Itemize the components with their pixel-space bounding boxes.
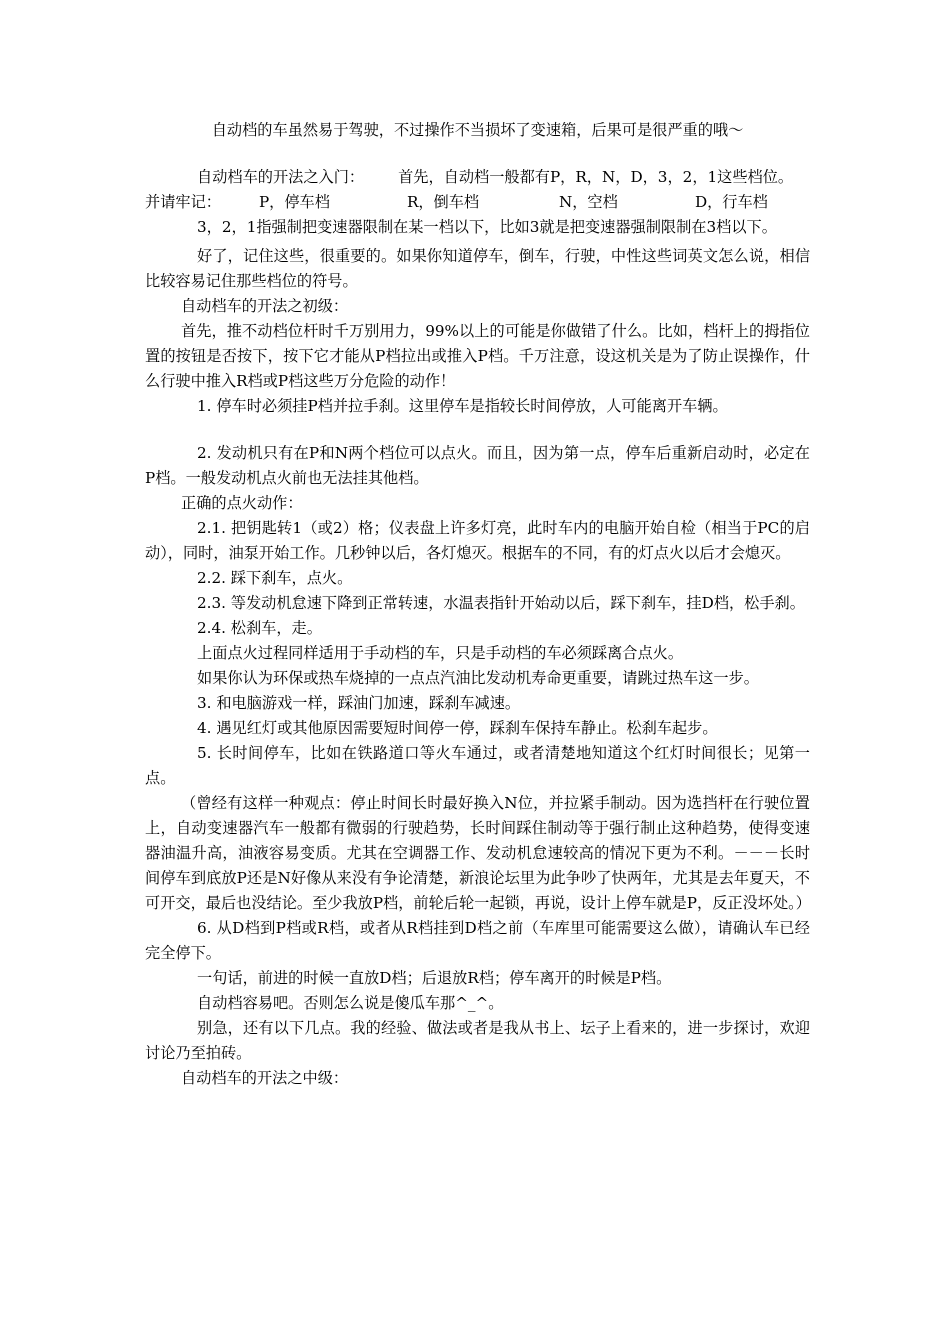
remember-label: 并请牢记： bbox=[145, 193, 221, 211]
gear-p: P，停车档 bbox=[258, 193, 330, 211]
list-item-2-2: 2.2. 踩下刹车，点火。 bbox=[197, 569, 353, 587]
spacer bbox=[145, 419, 810, 441]
intro-heading: 自动档车的开法之入门： bbox=[197, 168, 365, 186]
gear-d: D，行车档 bbox=[694, 193, 768, 211]
paragraph-manual: 上面点火过程同样适用于手动档的车，只是手动档的车必须踩离合点火。 bbox=[197, 644, 683, 662]
list-item-3: 3. 和电脑游戏一样，踩油门加速，踩刹车减速。 bbox=[197, 694, 521, 712]
intro-text: 首先，自动档一般都有P，R，N，D，3，2，1这些档位。 bbox=[398, 168, 794, 186]
list-item-2-3: 2.3. 等发动机怠速下降到正常转速，水温表指针开始动以后，踩下刹车，挂D档，松手刹。 bbox=[197, 594, 805, 612]
gear-r: R，倒车档 bbox=[406, 193, 480, 211]
intro-paragraph bbox=[145, 165, 810, 190]
intermediate-heading: 自动档车的开法之中级： bbox=[181, 1069, 349, 1087]
paragraph-warmup: 如果你认为环保或热车烧掉的一点点汽油比发动机寿命更重要，请跳过热车这一步。 bbox=[197, 669, 759, 687]
beginner-heading: 自动档车的开法之初级： bbox=[181, 297, 349, 315]
list-item-2: 2. 发动机只有在P和N两个档位可以点火。而且，因为第一点，停车后重新启动时，必定在P档。一般发动机点火前也无法挂其他档。 bbox=[145, 444, 810, 487]
paragraph-more: 别急，还有以下几点。我的经验、做法或者是我从书上、坛子上看来的，进一步探讨，欢迎讨论乃至拍砖。 bbox=[145, 1019, 810, 1062]
list-item-4: 4. 遇见红灯或其他原因需要短时间停一停，踩刹车保持车静止。松刹车起步。 bbox=[197, 719, 718, 737]
list-item-6: 6. 从D档到P档或R档，或者从R档挂到D档之前（车库里可能需要这么做），请确认车已经完全停下。 bbox=[145, 919, 810, 962]
paragraph-note: （曾经有这样一种观点：停止时间长时最好换入N位，并拉紧手制动。因为选挡杆在行驶位置上，自动变速器汽车一般都有微弱的行驶趋势，长时间踩住制动等于强行制止这种趋势，使得变速器油温升高，油液容易变质。尤其在空调器工作、发动机怠速较高的情况下更为不利。－－－长时间停车到底放P还是N好像从来没有争论清楚，新浪论坛里为此争吵了快两年，尤其是去年夏天，不可开交，最后也没结论。至少我放P档，前轮后轮一起锁，再说，设计上停车就是P，反正没坏处。） bbox=[145, 794, 811, 912]
document-title: 自动档的车虽然易于驾驶，不过操作不当损坏了变速箱，后果可是很严重的哦～ bbox=[211, 121, 744, 139]
ignition-heading: 正确的点火动作： bbox=[181, 494, 303, 512]
gear-list bbox=[145, 190, 810, 215]
document-body bbox=[145, 118, 810, 1091]
paragraph-easy: 自动档容易吧。否则怎么说是傻瓜车那^_^。 bbox=[197, 994, 504, 1012]
paragraph-321: 3，2，1指强制把变速器限制在某一档以下，比如3就是把变速器强制限制在3档以下。 bbox=[197, 218, 777, 236]
list-item-2-1: 2.1. 把钥匙转1（或2）格；仪表盘上许多灯亮，此时车内的电脑开始自检（相当于PC的启动），同时，油泵开始工作。几秒钟以后，各灯熄灭。根据车的不同，有的灯点火以后才会熄灭。 bbox=[145, 519, 810, 562]
paragraph-first: 首先，推不动档位杆时千万别用力，99%以上的可能是你做错了什么。比如，档杆上的拇指位置的按钮是否按下，按下它才能从P档拉出或推入P档。千万注意，设这机关是为了防止误操作，什么行驶中推入R档或P档这些万分危险的动作！ bbox=[145, 322, 810, 390]
paragraph-summary: 一句话，前进的时候一直放D档；后退放R档；停车离开的时候是P档。 bbox=[197, 969, 672, 987]
paragraph-remember: 好了，记住这些，很重要的。如果你知道停车，倒车，行驶，中性这些词英文怎么说，相信比较容易记住那些档位的符号。 bbox=[145, 247, 810, 290]
gear-n: N，空档 bbox=[558, 193, 618, 211]
list-item-2-4: 2.4. 松刹车，走。 bbox=[197, 619, 322, 637]
list-item-5: 5. 长时间停车，比如在铁路道口等火车通过，或者清楚地知道这个红灯时间很长；见第一点。 bbox=[145, 744, 810, 787]
list-item-1: 1. 停车时必须挂P档并拉手刹。这里停车是指较长时间停放，人可能离开车辆。 bbox=[197, 397, 728, 415]
